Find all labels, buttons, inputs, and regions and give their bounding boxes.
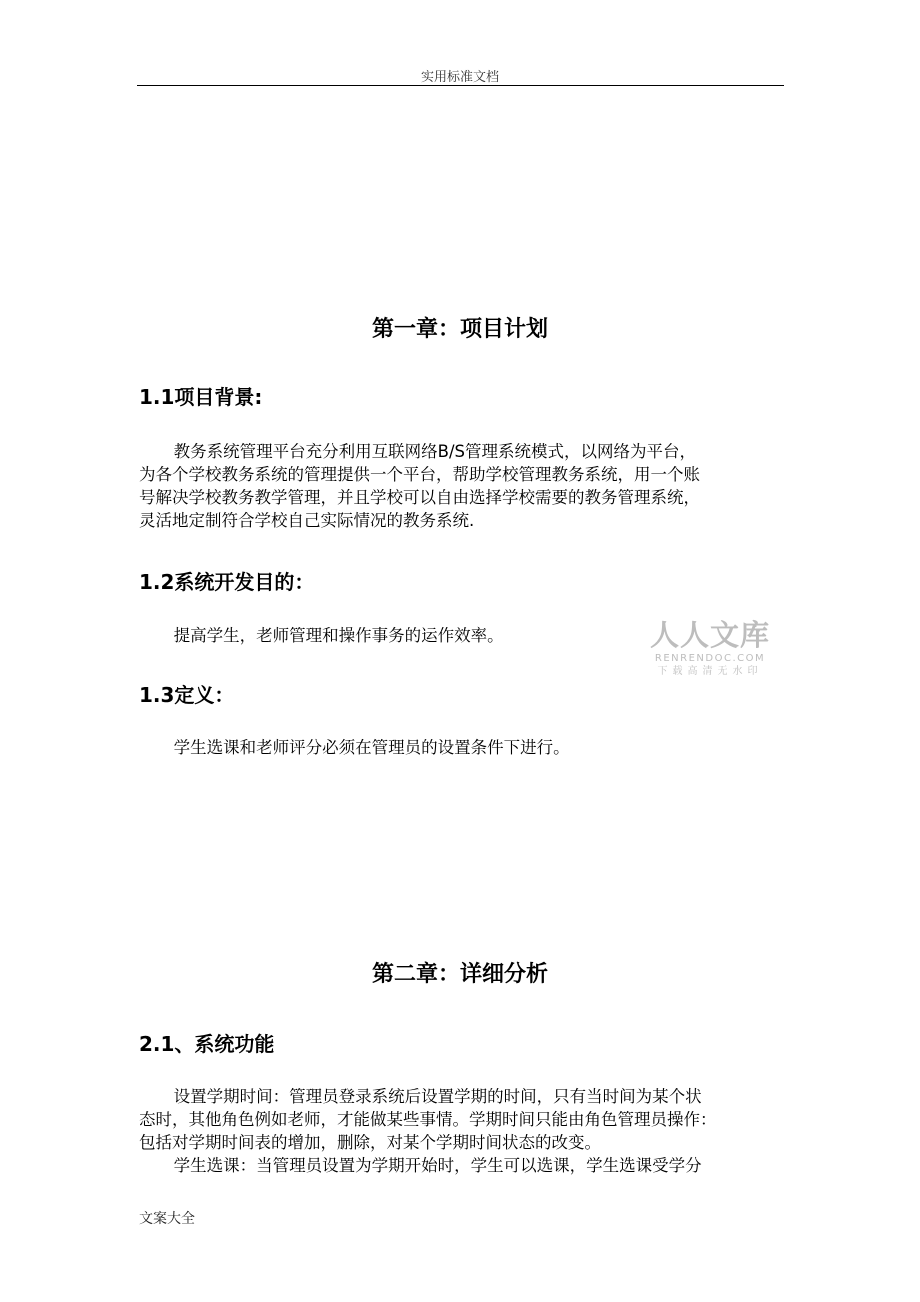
watermark-domain: RENRENDOC.COM xyxy=(654,653,766,664)
section-1-3-paragraph xyxy=(139,736,784,759)
paragraph-line: 为各个学校教务系统的管理提供一个平台，帮助学校管理教务系统，用一个账 xyxy=(139,465,700,484)
paragraph-line: 学生选课：当管理员设置为学期开始时，学生可以选课，学生选课受学分 xyxy=(173,1156,702,1175)
page-header: 实用标准文档 xyxy=(420,70,499,85)
paragraph-line: 学生选课和老师评分必须在管理员的设置条件下进行。 xyxy=(173,738,570,757)
section-1-2-heading: 1.2系统开发目的： xyxy=(139,570,315,594)
section-1-1-paragraph xyxy=(139,440,784,532)
paragraph-line: 提高学生，老师管理和操作事务的运作效率。 xyxy=(173,626,504,645)
chapter-2-title: 第二章：详细分析 xyxy=(371,962,548,987)
section-1-1-heading: 1.1项目背景: xyxy=(139,385,263,409)
chapter-1-title: 第一章：项目计划 xyxy=(371,317,548,342)
header-rule xyxy=(137,85,784,86)
watermark-tagline: 下载高清无水印 xyxy=(657,666,763,677)
paragraph-line: 包括对学期时间表的增加，删除，对某个学期时间状态的改变。 xyxy=(139,1133,601,1152)
watermark-logo xyxy=(645,618,775,679)
paragraph-line: 态时，其他角色例如老师，才能做某些事情。学期时间只能由角色管理员操作： xyxy=(139,1110,717,1129)
section-1-3-heading: 1.3定义： xyxy=(139,683,235,707)
section-2-1-heading: 2.1、系统功能 xyxy=(139,1032,275,1056)
page-footer: 文案大全 xyxy=(139,1211,195,1227)
paragraph-line: 设置学期时间：管理员登录系统后设置学期的时间，只有当时间为某个状 xyxy=(173,1087,702,1106)
paragraph-line: 教务系统管理平台充分利用互联网络B/S管理系统模式，以网络为平台， xyxy=(173,442,696,461)
watermark-title: 人人文库 xyxy=(649,618,770,652)
paragraph-line: 号解决学校教务教学管理，并且学校可以自由选择学校需要的教务管理系统， xyxy=(139,488,700,507)
section-2-1-paragraph xyxy=(139,1085,784,1177)
paragraph-line: 灵活地定制符合学校自己实际情况的教务系统. xyxy=(139,511,475,530)
